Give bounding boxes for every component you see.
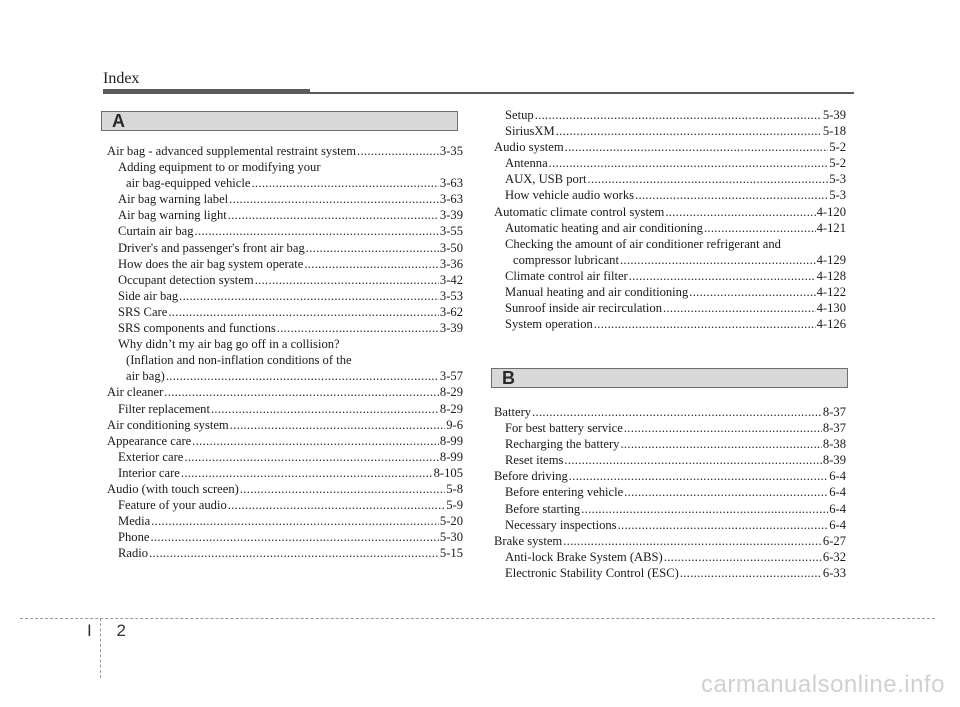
- index-entry: [107, 529, 463, 545]
- index-entry-term: Before starting: [505, 501, 581, 516]
- index-entry-term: Electronic Stability Control (ESC): [505, 565, 679, 580]
- index-entry: [107, 175, 463, 191]
- index-entry: [107, 191, 463, 207]
- index-entry-page: 3-62: [439, 304, 463, 319]
- index-entry-term: (Inflation and non-inflation conditions of the: [126, 353, 352, 368]
- index-entry-page: 4-129: [816, 252, 846, 267]
- index-entry: [494, 139, 846, 155]
- index-entry-page: 4-130: [816, 301, 846, 316]
- index-entry: [107, 497, 463, 513]
- index-entry-page: 8-29: [439, 401, 463, 416]
- index-entry-page: 3-63: [439, 176, 463, 191]
- index-entry: [107, 352, 463, 368]
- index-entry-page: 3-36: [439, 256, 463, 271]
- index-entry: [107, 401, 463, 417]
- index-entry-page: 4-128: [816, 268, 846, 283]
- index-entry: [494, 252, 846, 268]
- dot-leader: [149, 545, 439, 561]
- index-entry-page: 5-3: [829, 188, 846, 203]
- dot-leader: [184, 449, 439, 465]
- index-entry: [107, 304, 463, 320]
- index-entry: [107, 320, 463, 336]
- index-entry-term: Audio (with touch screen): [107, 481, 239, 496]
- index-entry-term: Feature of your audio: [118, 498, 227, 513]
- index-entry: [494, 549, 846, 565]
- index-entry-term: Setup: [505, 108, 534, 122]
- index-entry-page: 3-39: [439, 321, 463, 336]
- index-entry-page: 3-63: [439, 192, 463, 207]
- index-entry-page: 5-18: [822, 124, 846, 139]
- index-entry-page: 8-99: [439, 449, 463, 464]
- index-entry: [494, 187, 846, 203]
- index-entry: [494, 316, 846, 332]
- index-entry-term: Why didn’t my air bag go off in a collision?: [118, 337, 340, 352]
- dot-leader: [704, 220, 816, 236]
- watermark: carmanualsonline.info: [701, 671, 945, 698]
- index-entry-term: Audio system: [494, 140, 564, 155]
- dot-leader: [620, 436, 821, 452]
- dot-leader: [240, 481, 445, 497]
- index-entry-term: Sunroof inside air recirculation: [505, 301, 663, 316]
- index-entry-term: Automatic heating and air conditioning: [505, 220, 703, 235]
- page-number: I 2: [87, 621, 136, 640]
- index-entry: [494, 468, 846, 484]
- index-entry: [494, 220, 846, 236]
- index-column-b: [494, 404, 846, 581]
- dot-leader: [164, 384, 439, 400]
- footer-rule: [20, 618, 935, 619]
- index-entry-term: Air bag - advanced supplemental restraint system: [107, 144, 356, 158]
- index-entry-page: 5-2: [829, 156, 846, 171]
- index-entry: [494, 204, 846, 220]
- dot-leader: [228, 207, 439, 223]
- dot-leader: [532, 404, 822, 420]
- dot-leader: [618, 517, 829, 533]
- index-entry-term: Before driving: [494, 469, 568, 484]
- index-entry-term: Adding equipment to or modifying your: [118, 160, 321, 175]
- index-entry-term: Antenna: [505, 156, 548, 171]
- index-entry-term: Air bag warning light: [118, 208, 227, 223]
- dot-leader: [181, 465, 433, 481]
- index-entry: [107, 288, 463, 304]
- index-entry: [107, 256, 463, 272]
- dot-leader: [569, 468, 828, 484]
- index-entry-term: Air bag warning label: [118, 192, 229, 207]
- index-entry-term: Media: [118, 514, 151, 529]
- index-entry-page: 3-57: [439, 369, 463, 384]
- index-entry-term: How does the air bag system operate: [118, 256, 304, 271]
- index-entry: [494, 155, 846, 171]
- index-entry-page: 5-3: [829, 172, 846, 187]
- dot-leader: [624, 420, 822, 436]
- index-entry: [107, 384, 463, 400]
- index-entry: [107, 465, 463, 481]
- index-entry: [107, 159, 463, 175]
- dot-leader: [195, 223, 439, 239]
- index-entry-page: 3-39: [439, 208, 463, 223]
- dot-leader: [549, 155, 829, 171]
- dot-leader: [581, 501, 828, 517]
- index-entry-term: Driver's and passenger's front air bag: [118, 240, 305, 255]
- index-column-a: [107, 143, 463, 561]
- dot-leader: [168, 304, 439, 320]
- index-entry: [494, 107, 846, 123]
- dot-leader: [228, 497, 445, 513]
- dot-leader: [277, 320, 439, 336]
- index-entry-term: Side air bag: [118, 288, 179, 303]
- index-entry: [107, 545, 463, 561]
- index-entry-page: 4-122: [816, 285, 846, 300]
- index-entry-term: System operation: [505, 317, 593, 332]
- dot-leader: [635, 187, 828, 203]
- index-entry: [494, 300, 846, 316]
- index-entry-page: 5-15: [439, 546, 463, 561]
- index-entry-term: Automatic climate control system: [494, 204, 665, 219]
- dot-leader: [563, 533, 822, 549]
- dot-leader: [192, 433, 439, 449]
- dot-leader: [151, 513, 439, 529]
- index-entry-page: 3-53: [439, 288, 463, 303]
- index-entry: [107, 223, 463, 239]
- index-entry: [494, 404, 846, 420]
- dot-leader: [229, 191, 439, 207]
- index-entry: [107, 207, 463, 223]
- index-entry-page: 3-42: [439, 272, 463, 287]
- index-entry-term: air bag): [126, 369, 165, 384]
- index-entry-term: Air conditioning system: [107, 417, 229, 432]
- dot-leader: [665, 204, 815, 220]
- index-entry-page: 6-32: [822, 549, 846, 564]
- index-entry-term: air bag-equipped vehicle: [126, 176, 251, 191]
- dot-leader: [620, 252, 816, 268]
- index-entry-page: 3-55: [439, 224, 463, 239]
- dot-leader: [624, 484, 828, 500]
- index-entry: [494, 484, 846, 500]
- index-entry-page: 5-39: [822, 108, 846, 122]
- index-entry-term: Filter replacement: [118, 401, 210, 416]
- index-entry: [494, 268, 846, 284]
- index-entry-page: 5-8: [446, 481, 463, 496]
- index-entry: [107, 272, 463, 288]
- index-entry-term: Interior care: [118, 465, 180, 480]
- section-header-a: [101, 111, 458, 131]
- index-entry: [494, 565, 846, 581]
- index-entry-term: Air cleaner: [107, 385, 164, 400]
- index-entry-term: Exterior care: [118, 449, 184, 464]
- dot-leader: [535, 107, 822, 123]
- index-entry: [494, 123, 846, 139]
- section-header-b: [491, 368, 848, 388]
- index-entry-page: 5-2: [829, 140, 846, 155]
- index-entry: [107, 481, 463, 497]
- index-entry-term: compressor lubricant: [513, 252, 619, 267]
- dot-leader: [255, 272, 439, 288]
- index-entry-page: 5-20: [439, 514, 463, 529]
- index-entry-term: Appearance care: [107, 433, 192, 448]
- dot-leader: [565, 139, 829, 155]
- index-entry-page: 6-4: [829, 485, 846, 500]
- dot-leader: [588, 171, 829, 187]
- index-entry: [494, 171, 846, 187]
- index-entry-page: 6-4: [829, 469, 846, 484]
- index-entry-term: For best battery service: [505, 421, 623, 436]
- index-entry-page: 4-121: [816, 220, 846, 235]
- index-entry-page: 8-37: [822, 421, 846, 436]
- index-entry-term: Phone: [118, 530, 150, 545]
- dot-leader: [564, 452, 821, 468]
- index-entry-term: Checking the amount of air conditioner refrigerant and: [505, 236, 781, 251]
- index-entry-page: 8-37: [822, 405, 846, 419]
- index-entry-term: Necessary inspections: [505, 517, 617, 532]
- index-column-right: [494, 107, 846, 332]
- index-entry: [494, 452, 846, 468]
- dot-leader: [150, 529, 438, 545]
- index-entry-page: 6-4: [829, 517, 846, 532]
- index-entry: [107, 433, 463, 449]
- index-entry-page: 9-6: [446, 417, 463, 432]
- dot-leader: [166, 368, 439, 384]
- index-entry-page: 6-4: [829, 501, 846, 516]
- index-entry-page: 5-30: [439, 530, 463, 545]
- index-entry-page: 3-50: [439, 240, 463, 255]
- index-entry: [494, 517, 846, 533]
- index-entry-term: Battery: [494, 405, 532, 419]
- index-entry-term: SiriusXM: [505, 124, 555, 139]
- index-entry-page: 6-27: [822, 533, 846, 548]
- index-entry: [494, 420, 846, 436]
- dot-leader: [357, 143, 439, 159]
- index-entry-term: Curtain air bag: [118, 224, 194, 239]
- dot-leader: [251, 175, 438, 191]
- index-entry-page: 8-99: [439, 433, 463, 448]
- dot-leader: [306, 240, 439, 256]
- dot-leader: [230, 417, 445, 433]
- dot-leader: [304, 256, 439, 272]
- index-entry-page: 5-9: [446, 498, 463, 513]
- index-entry: [107, 449, 463, 465]
- index-entry: [107, 417, 463, 433]
- index-entry: [107, 336, 463, 352]
- index-entry-term: Manual heating and air conditioning: [505, 285, 689, 300]
- index-entry-page: 8-29: [439, 385, 463, 400]
- dot-leader: [556, 123, 822, 139]
- index-entry-term: Brake system: [494, 533, 563, 548]
- index-entry-term: SRS components and functions: [118, 321, 276, 336]
- index-entry-term: How vehicle audio works: [505, 188, 635, 203]
- dot-leader: [680, 565, 822, 581]
- index-entry-term: Recharging the battery: [505, 437, 620, 452]
- index-entry-term: Radio: [118, 546, 149, 561]
- index-entry-page: 8-38: [822, 437, 846, 452]
- index-entry-page: 8-105: [433, 465, 463, 480]
- dot-leader: [629, 268, 816, 284]
- index-entry: [107, 240, 463, 256]
- index-entry-term: AUX, USB port: [505, 172, 587, 187]
- dot-leader: [664, 549, 822, 565]
- index-entry-term: Reset items: [505, 453, 564, 468]
- index-entry: [494, 236, 846, 252]
- index-entry: [107, 513, 463, 529]
- index-entry: [494, 533, 846, 549]
- index-entry: [494, 501, 846, 517]
- dot-leader: [689, 284, 815, 300]
- index-entry-page: 8-39: [822, 453, 846, 468]
- section-letter-b: B: [502, 368, 515, 388]
- index-entry: [107, 368, 463, 384]
- index-entry-term: SRS Care: [118, 304, 168, 319]
- header-rule-thin: [103, 92, 854, 94]
- index-entry-term: Occupant detection system: [118, 272, 254, 287]
- index-entry-term: Climate control air filter: [505, 268, 628, 283]
- dot-leader: [211, 401, 439, 417]
- index-entry: [494, 436, 846, 452]
- index-entry-term: Anti-lock Brake System (ABS): [505, 549, 663, 564]
- index-entry-page: 4-126: [816, 317, 846, 332]
- dot-leader: [179, 288, 439, 304]
- index-entry-page: 6-33: [822, 565, 846, 580]
- dot-leader: [594, 316, 816, 332]
- page-title: Index: [103, 70, 140, 87]
- index-entry: [107, 143, 463, 159]
- index-entry-page: 4-120: [816, 204, 846, 219]
- index-entry-term: Before entering vehicle: [505, 485, 624, 500]
- index-entry: [494, 284, 846, 300]
- index-entry-page: 3-35: [439, 144, 463, 158]
- dot-leader: [663, 300, 816, 316]
- section-letter-a: A: [112, 111, 125, 131]
